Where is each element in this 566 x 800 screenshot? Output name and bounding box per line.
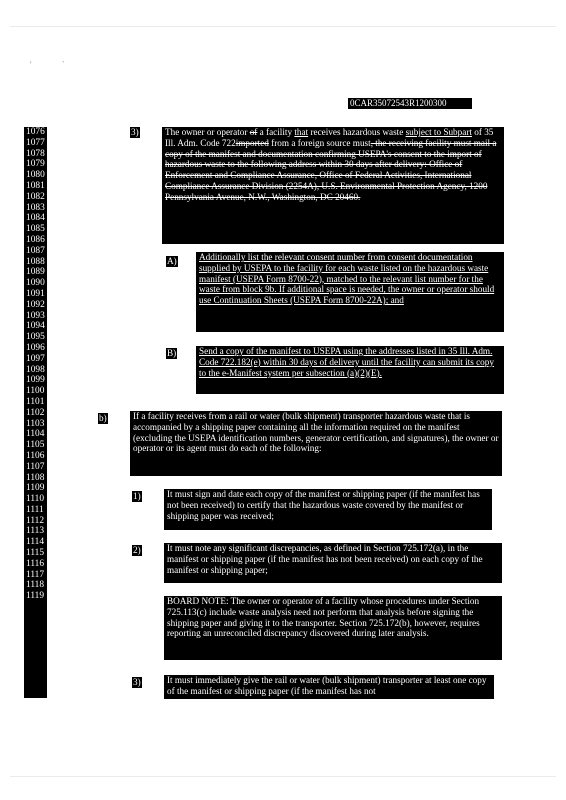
- struck-text: , the receiving facility must mail a copy of the manifest and documentation confirming USEPA's consent to the import of hazardous waste to the following address within 30 days after delivery: Office of Enforcement and Compliance Assurance, Office of Federal Activities, International Compliance Assurance Division (2254A), U.S. Environmental Protection Agency, 1200 Pennsylvania Avenue, N.W., Washington, DC 20460.: [165, 137, 497, 202]
- line-number: 1094: [26, 321, 45, 332]
- line-number: 1085: [26, 224, 45, 235]
- line-number: 1088: [26, 256, 45, 267]
- line-number: 1109: [26, 483, 45, 494]
- line-number: 1119: [26, 591, 45, 602]
- document-header-id: 0CAR35072543R1200300: [348, 98, 472, 109]
- subsection-a-label: A): [167, 256, 177, 266]
- line-number: 1095: [26, 332, 45, 343]
- line-number: 1105: [26, 440, 45, 451]
- line-number: 1103: [26, 418, 45, 429]
- subsection-b-text: [196, 346, 504, 394]
- line-number-column: [24, 127, 47, 698]
- line-number: 1107: [26, 461, 45, 472]
- item-3-body: It must immediately give the rail or water (bulk shipment) transporter at least one copy of the manifest or shipping paper (if the manifest has not: [167, 675, 487, 696]
- inserted-text: subject to Subpart: [405, 127, 472, 137]
- line-number: 1116: [26, 558, 45, 569]
- line-number: 1102: [26, 407, 45, 418]
- line-number: 1100: [26, 386, 45, 397]
- line-number: 1092: [26, 299, 45, 310]
- subsection-a-text: [196, 252, 504, 332]
- struck-text: of: [249, 127, 258, 137]
- section-3-label: 3): [131, 127, 139, 137]
- stray-mark: `: [62, 60, 65, 69]
- item-1-text: [164, 489, 492, 530]
- line-number: 1076: [26, 127, 45, 137]
- item-1-body: It must sign and date each copy of the manifest or shipping paper (if the manifest has not been received) to certify that the hazardous waste covered by the manifest or shipping paper was received;: [167, 489, 480, 521]
- line-number: 1084: [26, 213, 45, 224]
- item-1-label: 1): [133, 491, 141, 501]
- inserted-text: that: [294, 127, 309, 137]
- section-b-text: [130, 411, 502, 476]
- board-note: [164, 596, 502, 660]
- line-number: 1078: [26, 148, 45, 159]
- board-note-body: BOARD NOTE: The owner or operator of a facility whose procedures under Section 725.113(c) include waste analysis need not perform that analysis before signing the shipping paper and giving it to the transporter. Section 725.172(b), however, requires reporting an unreconciled discrepancy discovered during later analysis.: [167, 596, 480, 639]
- bottom-rule: [10, 776, 556, 777]
- line-number: 1106: [26, 450, 45, 461]
- item-2-label: 2): [133, 545, 141, 555]
- section-b-label: b): [99, 413, 107, 423]
- subsection-a-body: Additionally list the relevant consent number from consent documentation supplied by USEPA to the facility for each waste listed on the hazardous waste manifest (USEPA Form 8700-22), matched to the relevant list number for the waste from block 9b. If additional space is needed, the owner or operator should use Continuation Sheets (USEPA Form 8700-22A); and: [199, 252, 495, 306]
- line-number: 1115: [26, 548, 45, 559]
- line-number: 1112: [26, 515, 45, 526]
- line-number: 1096: [26, 342, 45, 353]
- line-number: 1077: [26, 137, 45, 148]
- line-number: 1089: [26, 267, 45, 278]
- text-run: from a foreign source must: [268, 137, 371, 148]
- line-number: 1118: [26, 580, 45, 591]
- subsection-b-body: Send a copy of the manifest to USEPA using the addresses listed in 35 Ill. Adm. Code 722.182(e) within 30 days of delivery until the facility can submit its copy to the e-Manifest system per subsection (a)(2)(E).: [199, 346, 494, 378]
- line-number: 1079: [26, 159, 45, 170]
- line-number: 1097: [26, 353, 45, 364]
- top-rule: [10, 26, 556, 27]
- struck-text: imported: [235, 137, 269, 148]
- line-number: 1081: [26, 180, 45, 191]
- line-number: 1093: [26, 310, 45, 321]
- item-2-body: It must note any significant discrepancies, as defined in Section 725.172(a), in the manifest or shipping paper (if the manifest has not been received) on each copy of the manifest or shipping paper;: [167, 543, 483, 575]
- section-3-text: [162, 127, 504, 244]
- section-b-body: If a facility receives from a rail or water (bulk shipment) transporter hazardous waste that is accompanied by a shipping paper containing all the information required on the manifest (excluding the USEPA identification numbers, generator certification, and signatures), the owner or operator or its agent must do each of the following:: [133, 411, 499, 454]
- line-number: 1108: [26, 472, 45, 483]
- text-run: The owner or operator: [165, 127, 250, 137]
- line-number: 1091: [26, 288, 45, 299]
- line-number: 1098: [26, 364, 45, 375]
- text-run: a facility: [257, 127, 295, 137]
- stray-mark: ': [30, 60, 32, 69]
- text-run: of 35 Ill. Adm. Code 722: [165, 127, 494, 148]
- line-number: 1090: [26, 278, 45, 289]
- line-number: 1086: [26, 234, 45, 245]
- line-number: 1080: [26, 170, 45, 181]
- item-2-text: [164, 543, 502, 583]
- line-number: 1117: [26, 569, 45, 580]
- item-3-label: 3): [133, 677, 141, 687]
- line-number: 1083: [26, 202, 45, 213]
- line-number: 1114: [26, 537, 45, 548]
- item-3-text: [164, 675, 494, 699]
- subsection-b-label: B): [167, 348, 177, 358]
- line-number: 1111: [26, 504, 44, 515]
- line-number: 1082: [26, 191, 45, 202]
- line-number: 1110: [26, 494, 45, 505]
- line-number: 1113: [26, 526, 45, 537]
- line-number: 1101: [26, 396, 45, 407]
- line-number: 1087: [26, 245, 45, 256]
- line-number: 1099: [26, 375, 45, 386]
- line-number: 1104: [26, 429, 45, 440]
- text-run: receives hazardous waste: [308, 127, 406, 137]
